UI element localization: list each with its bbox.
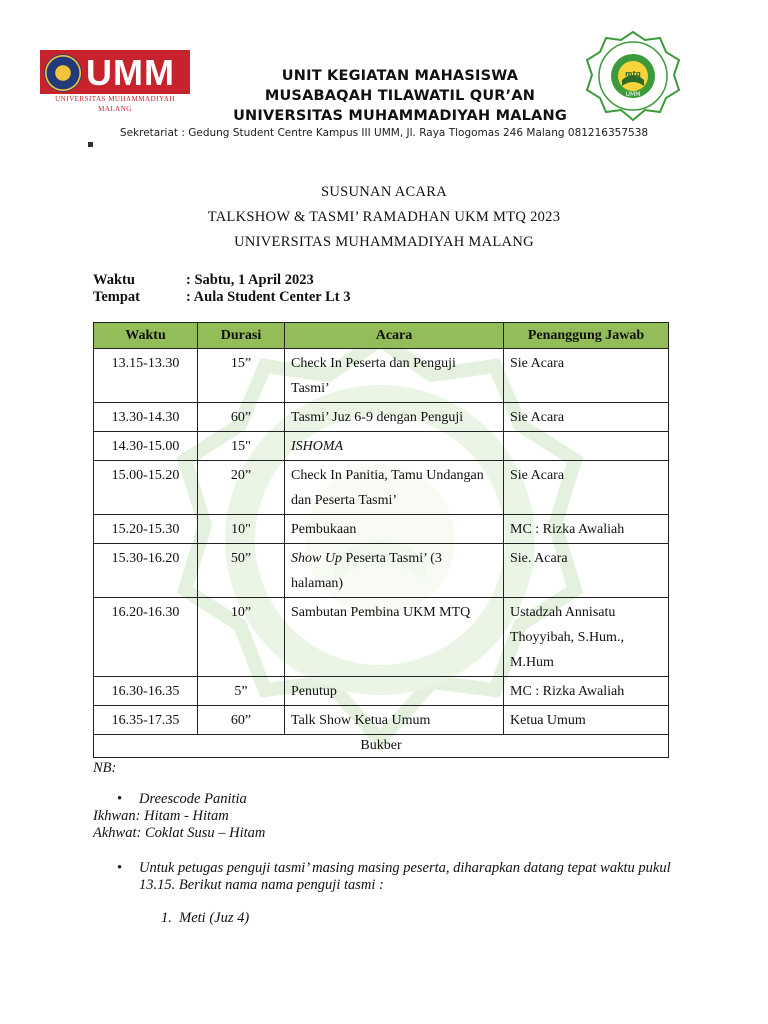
- letterhead: [200, 66, 600, 126]
- time-label: Waktu: [93, 272, 135, 288]
- cell-pic: MC : Rizka Awaliah: [504, 677, 669, 706]
- place-value: : Aula Student Center Lt 3: [186, 289, 351, 305]
- document-title: [0, 180, 768, 255]
- time-value: : Sabtu, 1 April 2023: [186, 272, 314, 288]
- cell-duration: 60”: [198, 403, 285, 432]
- header-penanggung-jawab: Penanggung Jawab: [504, 323, 669, 349]
- cell-pic: Sie. Acara: [504, 544, 669, 598]
- cell-activity: Pembukaan: [285, 515, 504, 544]
- cell-time: 14.30-15.00: [94, 432, 198, 461]
- cell-bukber: Bukber: [94, 735, 669, 758]
- bullet-icon: •: [117, 791, 123, 807]
- table-row: [94, 706, 669, 735]
- table-header-row: [94, 323, 669, 349]
- cell-pic: Ketua Umum: [504, 706, 669, 735]
- title-line-1: SUSUNAN ACARA: [321, 184, 447, 200]
- cell-duration: 50”: [198, 544, 285, 598]
- agenda-table: [93, 322, 669, 758]
- cell-activity: Sambutan Pembina UKM MTQ: [285, 598, 504, 677]
- place-label: Tempat: [93, 289, 140, 305]
- cell-time: 15.30-16.20: [94, 544, 198, 598]
- mtq-logo: [584, 30, 682, 122]
- table-footer-row: [94, 735, 669, 758]
- cell-activity: Talk Show Ketua Umum: [285, 706, 504, 735]
- cell-duration: 60”: [198, 706, 285, 735]
- letterhead-line-2: MUSABAQAH TILAWATIL QUR’AN: [264, 88, 536, 104]
- svg-text:mtq: mtq: [625, 70, 641, 78]
- cell-time: 13.30-14.30: [94, 403, 198, 432]
- secretariat-address: Sekretariat : Gedung Student Centre Kampus III UMM, Jl. Raya Tlogomas 246 Malang 081216357538: [119, 127, 649, 139]
- header-waktu: Waktu: [94, 323, 198, 349]
- table-row: [94, 677, 669, 706]
- umm-logo-text: UMM: [86, 52, 175, 93]
- cell-activity: Check In Panitia, Tamu Undangan dan Peserta Tasmi’: [285, 461, 504, 515]
- cell-time: 15.00-15.20: [94, 461, 198, 515]
- letterhead-line-3: UNIVERSITAS MUHAMMADIYAH MALANG: [233, 108, 567, 124]
- svg-text:UMM: UMM: [625, 91, 641, 98]
- title-line-2: TALKSHOW & TASMI’ RAMADHAN UKM MTQ 2023: [207, 209, 561, 225]
- cell-time: 16.20-16.30: [94, 598, 198, 677]
- cell-pic: Sie Acara: [504, 349, 669, 403]
- cell-time: 16.35-17.35: [94, 706, 198, 735]
- cell-duration: 20”: [198, 461, 285, 515]
- table-row: [94, 461, 669, 515]
- table-row: [94, 432, 669, 461]
- header-acara: Acara: [285, 323, 504, 349]
- dresscode-ikhwan: Ikhwan: Hitam - Hitam: [93, 808, 229, 824]
- dresscode-heading: Dreescode Panitia: [139, 791, 247, 807]
- cell-pic: MC : Rizka Awaliah: [504, 515, 669, 544]
- nb-label: NB:: [93, 760, 117, 776]
- cell-time: 15.20-15.30: [94, 515, 198, 544]
- cell-duration: 10": [198, 515, 285, 544]
- cell-activity: Penutup: [285, 677, 504, 706]
- examiner-list-item: [161, 910, 249, 927]
- table-row: [94, 515, 669, 544]
- cell-duration: 15”: [198, 349, 285, 403]
- title-line-3: UNIVERSITAS MUHAMMADIYAH MALANG: [234, 234, 534, 250]
- umm-seal-icon: [44, 54, 82, 92]
- cell-activity: [285, 544, 504, 598]
- cell-pic: Sie Acara: [504, 403, 669, 432]
- table-row: [94, 598, 669, 677]
- cell-pic: Sie Acara: [504, 461, 669, 515]
- examiner-note: Untuk petugas penguji tasmi’ masing masing peserta, diharapkan datang tepat waktu pukul 13.15. Berikut nama nama penguji tasmi :: [139, 860, 671, 893]
- umm-logo: [40, 50, 190, 113]
- list-number: 1.: [161, 910, 172, 926]
- dresscode-akhwat: Akhwat: Coklat Susu – Hitam: [93, 825, 266, 841]
- list-text: Meti (Juz 4): [179, 910, 250, 926]
- cell-pic: Ustadzah Annisatu Thoyyibah, S.Hum., M.Hum: [504, 598, 669, 677]
- cell-pic: [504, 432, 669, 461]
- cell-activity: Tasmi’ Juz 6-9 dengan Penguji: [285, 403, 504, 432]
- activity-emphasis: Show Up: [291, 551, 342, 566]
- header-durasi: Durasi: [198, 323, 285, 349]
- cell-time: 16.30-16.35: [94, 677, 198, 706]
- table-row: [94, 403, 669, 432]
- cell-duration: 10”: [198, 598, 285, 677]
- cell-activity: ISHOMA: [285, 432, 504, 461]
- bullet-icon: •: [117, 860, 123, 876]
- event-meta: [93, 272, 350, 306]
- table-row: [94, 544, 669, 598]
- umm-logo-subtext: UNIVERSITAS MUHAMMADIYAH MALANG: [40, 94, 190, 104]
- cell-time: 13.15-13.30: [94, 349, 198, 403]
- cell-duration: 5”: [198, 677, 285, 706]
- stray-mark: [88, 142, 93, 147]
- cell-duration: 15": [198, 432, 285, 461]
- letterhead-line-1: UNIT KEGIATAN MAHASISWA: [281, 68, 519, 84]
- table-row: [94, 349, 669, 403]
- activity-rest: Peserta Tasmi’ (3 halaman): [291, 551, 442, 591]
- cell-activity: Check In Peserta dan Penguji Tasmi’: [285, 349, 504, 403]
